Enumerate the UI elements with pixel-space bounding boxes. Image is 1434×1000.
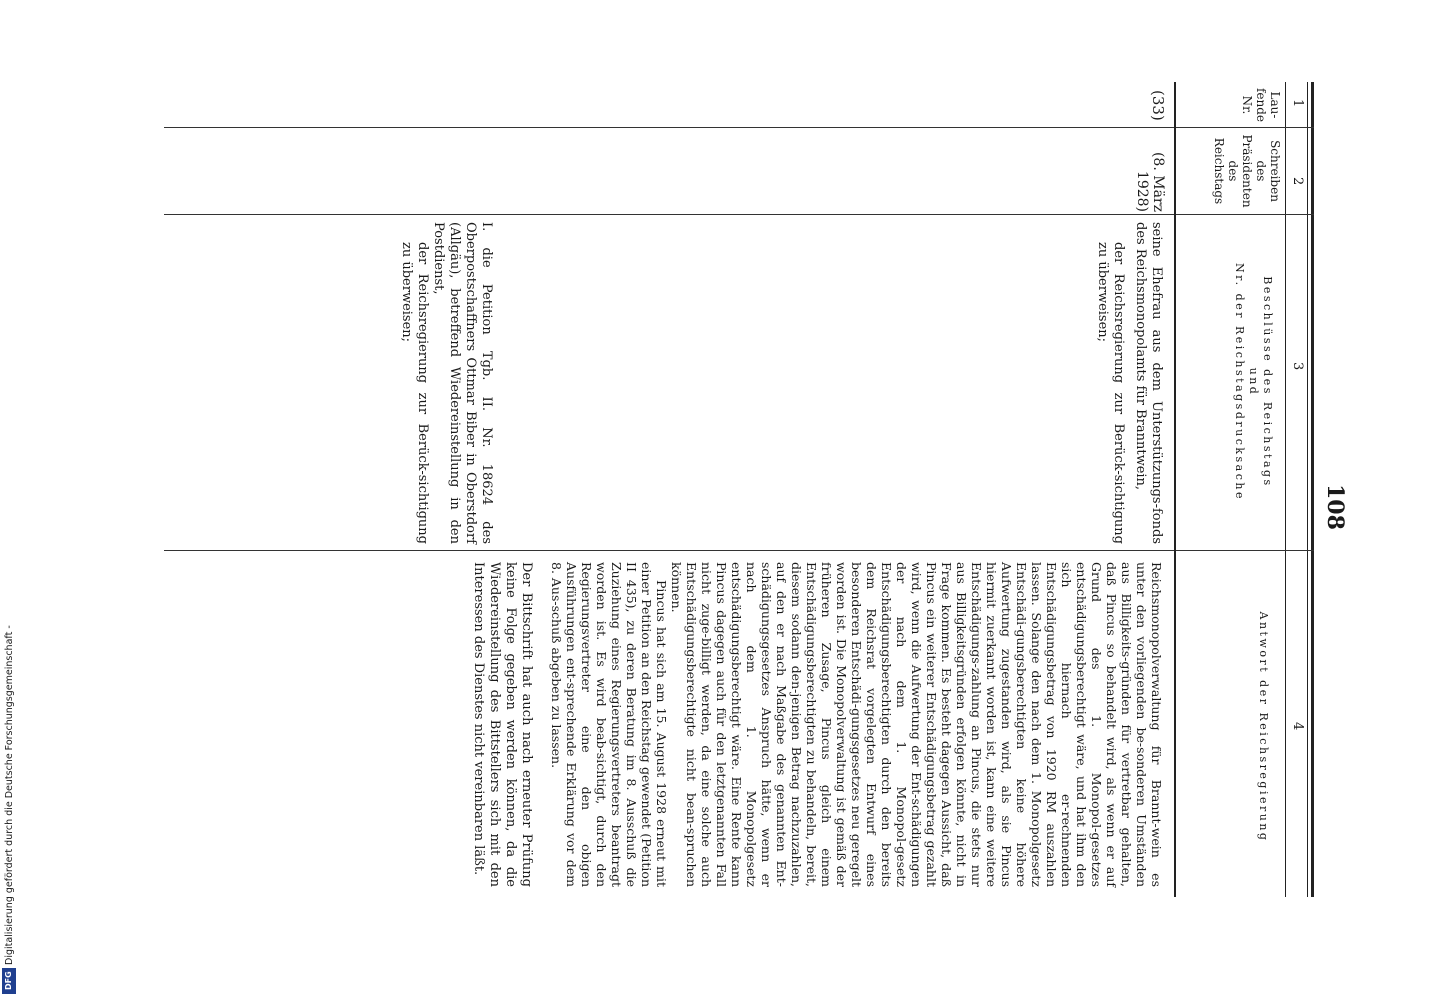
- table-top-rule-thin: [1307, 82, 1308, 897]
- column-number-rule: [1285, 82, 1286, 897]
- column-number: 3: [1290, 362, 1305, 371]
- header-resolutions: Beschlüsse des Reichstags und Nr. der Reichstagsdrucksache: [1233, 262, 1274, 501]
- header-government-answer: Antwort der Reichsregierung: [1257, 611, 1270, 843]
- resolution-paragraph: seine Ehefrau aus dem Unterstützungs-fonds des Reichsmonopolamts für Branntwein,: [1133, 222, 1164, 544]
- resolution-paragraph: der Reichsregierung zur Berück-sichtigung zu überweisen;: [399, 242, 430, 544]
- header-running-number: Lau- fende Nr.: [1240, 87, 1282, 123]
- answer-paragraph: Pincus hat sich am 15. August 1928 erneut mit einer Petition an den Reichstag gewendet (Petition II 435), zu deren Beratung im 8. Ausschuß die Zuziehung eines Regierungsvertreters beantragt worden ist. Es wird beab-sichtigt, durch den Regierungsvertreter eine den obigen Ausführungen ent-sprechende Erklärung vor dem 8. Aus-schuß abgeben zu lassen.: [549, 562, 669, 887]
- column-number: 1: [1290, 99, 1305, 108]
- column-divider: [164, 127, 1314, 128]
- resolution-paragraph: der Reichsregierung zur Berück-sichtigung zu überweisen;: [1095, 242, 1126, 544]
- header-president-letter: Schreiben des Präsidenten des Reichstags: [1212, 134, 1282, 208]
- row-date: (8. März 1928): [1134, 151, 1166, 212]
- answer-text-1: [549, 562, 1164, 887]
- row-number: (33): [1149, 90, 1167, 121]
- answer-text-2: Der Bittschrift hat auch nach erneuter Prüfung keine Folge gegeben werden können, da die Wiedereinstellung des Bittstellers sich mit den Interessen des Dienstes nicht vereinbaren läßt.: [471, 562, 534, 887]
- resolution-text-2: [398, 222, 494, 544]
- page-number: 108: [1322, 484, 1348, 530]
- resolution-text-1: [1094, 222, 1164, 544]
- dfg-logo: DFG: [2, 968, 16, 994]
- credit-text: Digitalisierung gefördert durch die Deutsche Forschungsgemeinschaft -: [4, 625, 15, 965]
- table-top-rule: [1311, 82, 1314, 897]
- column-number: 2: [1290, 177, 1305, 186]
- column-number-row: [1285, 82, 1307, 897]
- header-bottom-rule: [1174, 82, 1176, 897]
- resolution-paragraph: I. die Petition Tgb. II. Nr. 18624 des Oberpostschaffners Ottmar Biber in Oberstdorf (Allgäu), betreffend Wiedereinstellung in den Postdienst,: [431, 222, 494, 544]
- column-divider: [164, 550, 1314, 551]
- resolution-table: [164, 82, 1314, 892]
- column-number: 4: [1290, 722, 1305, 731]
- column-divider: [164, 214, 1314, 215]
- answer-paragraph: Reichsmonopolverwaltung für Brannt-wein es unter den vorliegenden be-sonderen Umständen aus Billigkeits-gründen für vertretbar gehalten, daß Pincus so behandelt wird, als wenn er auf Grund des 1. Monopol-gesetzes entschädigungsberechtigt wäre, und hat ihm den sich hiernach er-rechnenden Entschädigungsbetrag von 1920 RM auszahlen lassen. Solange den nach dem 1. Monopolgesetz Entschädi-gungsberechtigten keine höhere Aufwertung zugestanden wird, als sie Pincus hiermit zuerkannt worden ist, kann eine weitere Entschädigungs-zahlung an Pincus, die stets nur aus Billigkeitsgründen erfolgen könnte, nicht in Frage kommen. Es besteht dagegen Aussicht, daß Pincus ein weiterer Entschädigungsbetrag gezahlt wird, wenn die Aufwertung der Ent-schädigungen der nach dem 1. Monopol-gesetz Entschädigungsberechtigten durch den bereits dem Reichsrat vorgelegten Entwurf eines besonderen Entschädi-gungsgesetzes neu geregelt worden ist. Die Monopolverwaltung ist gemäß der früheren Zusage, Pincus gleich einem Entschädigungsberechtigten zu behandeln, bereit, diesem sodann den-jenigen Betrag nachzuzahlen, auf den er nach Maßgabe des genannten Ent-schädigungsgesetzes Anspruch hätte, wenn er nach dem 1. Monopolgesetz entschädigungsberechtigt wäre. Eine Rente kann Pincus dagegen auch für den letztgenannten Fall nicht zuge-billigt werden, da eine solche auch Entschädigungsberechtigte nicht bean-spruchen können.: [669, 562, 1164, 887]
